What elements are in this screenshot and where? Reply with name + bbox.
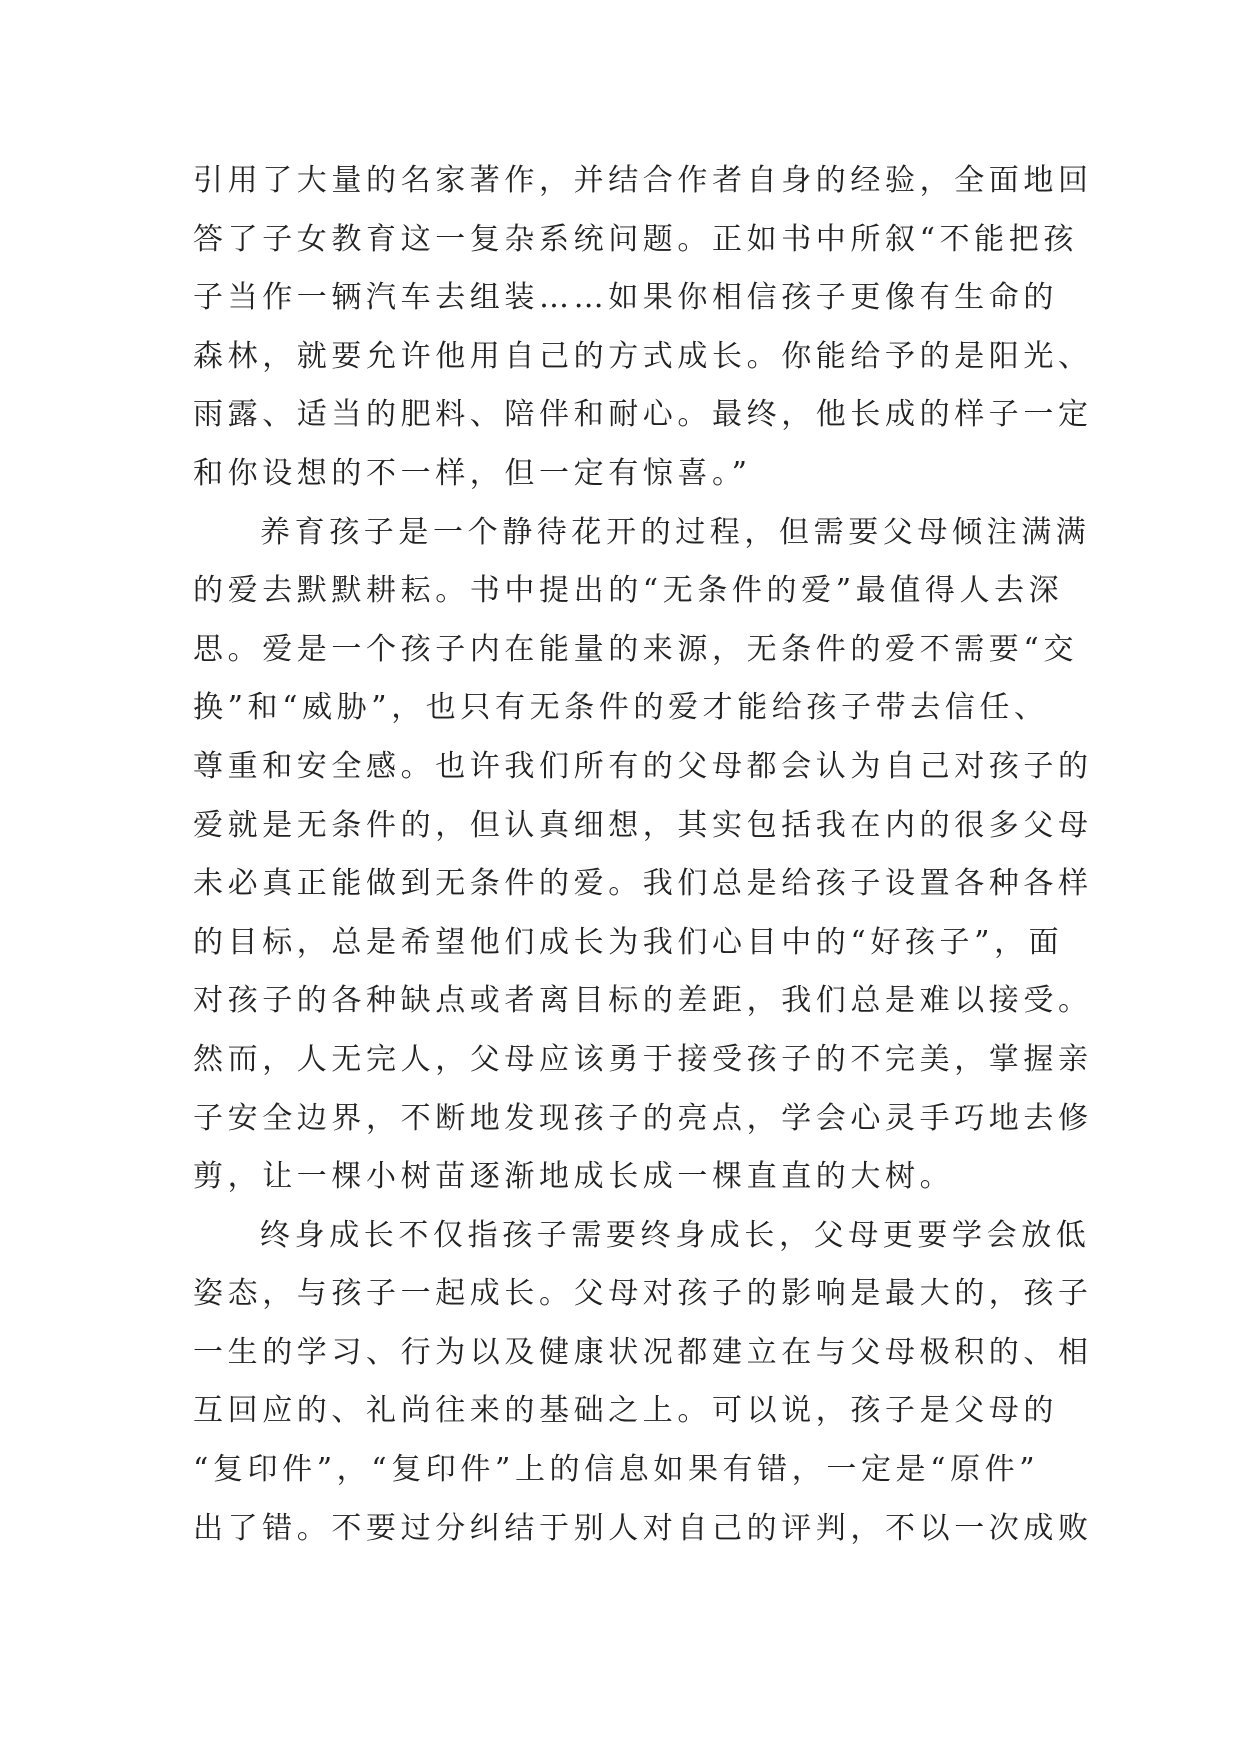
text-line: 思。爱是一个孩子内在能量的来源，无条件的爱不需要“交: [193, 631, 1078, 667]
paragraph-3: [193, 1207, 1093, 1559]
text-line: 引用了大量的名家著作，并结合作者自身的经验，全面地回: [193, 163, 1093, 198]
text-line: 的目标，总是希望他们成长为我们心目中的“好孩子”，面: [193, 924, 1064, 960]
text-line: 出了错。不要过分纠结于别人对自己的评判，不以一次成败: [193, 1510, 1093, 1546]
text-line: 的爱去默默耕耘。书中提出的“无条件的爱”最值得人去深: [193, 573, 1064, 609]
text-line: 答了子女教育这一复杂系统问题。正如书中所叙“不能把孩: [193, 221, 1078, 257]
text-line: 一生的学习、行为以及健康状况都建立在与父母极积的、相: [193, 1334, 1093, 1370]
text-line: 子安全边界，不断地发现孩子的亮点，学会心灵手巧地去修: [193, 1100, 1093, 1136]
text-line: 未必真正能做到无条件的爱。我们总是给孩子设置各种各样: [193, 866, 1093, 902]
body-text: [193, 152, 1093, 1558]
text-line: 对孩子的各种缺点或者离目标的差距，我们总是难以接受。: [193, 983, 1093, 1019]
text-line: 尊重和安全感。也许我们所有的父母都会认为自己对孩子的: [193, 748, 1093, 784]
text-line: 姿态，与孩子一起成长。父母对孩子的影响是最大的，孩子: [193, 1276, 1093, 1312]
text-line: 然而，人无完人，父母应该勇于接受孩子的不完美，掌握亲: [193, 1041, 1093, 1077]
text-line: 雨露、适当的肥料、陪伴和耐心。最终，他长成的样子一定: [193, 397, 1093, 433]
text-line: 养育孩子是一个静待花开的过程，但需要父母倾注满满: [260, 514, 1091, 550]
text-line: “复印件”，“复印件”上的信息如果有错，一定是“原件”: [193, 1452, 1040, 1488]
text-line: 换”和“威胁”，也只有无条件的爱才能给孩子带去信任、: [193, 690, 1049, 726]
text-line: 剪，让一棵小树苗逐渐地成长成一棵直直的大树。: [193, 1159, 955, 1195]
text-line: 和你设想的不一样，但一定有惊喜。”: [193, 455, 752, 491]
text-line: 森林，就要允许他用自己的方式成长。你能给予的是阳光、: [193, 338, 1093, 374]
text-line: 子当作一辆汽车去组装……如果你相信孩子更像有生命的: [193, 280, 1058, 316]
text-line: 互回应的、礼尚往来的基础之上。可以说，孩子是父母的: [193, 1393, 1058, 1429]
paragraph-2: [193, 504, 1093, 1207]
text-line: 终身成长不仅指孩子需要终身成长，父母更要学会放低: [260, 1217, 1091, 1253]
text-line: 爱就是无条件的，但认真细想，其实包括我在内的很多父母: [193, 807, 1093, 843]
paragraph-1: [193, 152, 1093, 504]
